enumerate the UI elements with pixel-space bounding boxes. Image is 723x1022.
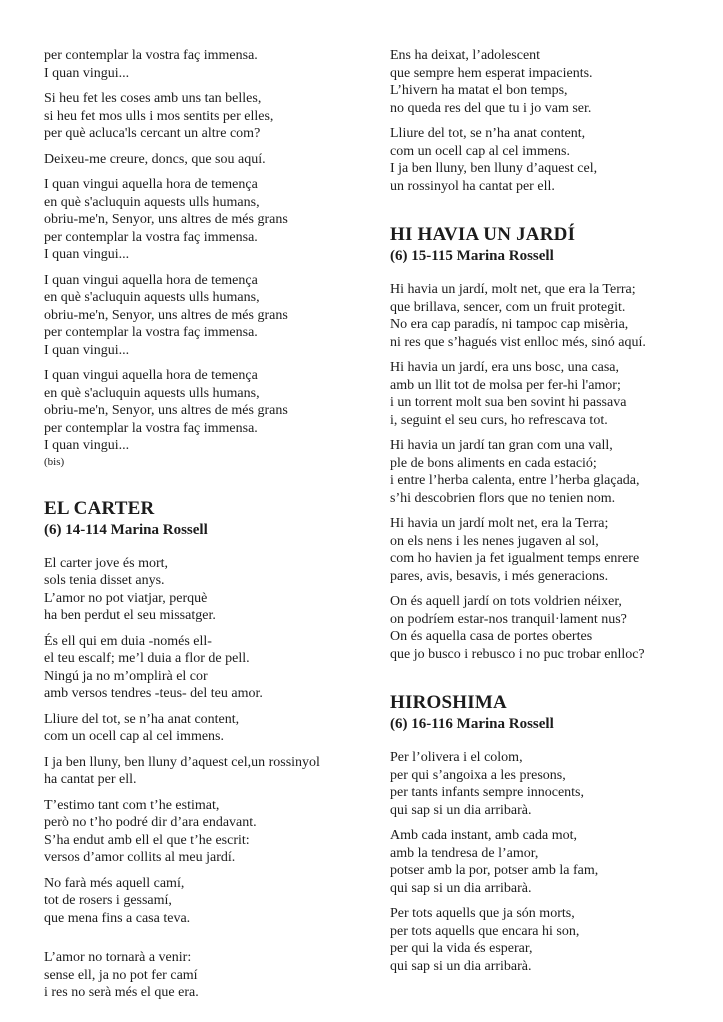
lyric-line: L’amor no tornarà a venir:	[44, 950, 192, 965]
lyric-line: per contemplar la vostra faç immensa.	[44, 325, 258, 340]
lyric-line: qui sap si un dia arribarà.	[390, 958, 532, 974]
lyric-line: És ell qui em duia -només ell-	[44, 633, 212, 649]
lyric-line: L’amor no pot viatjar, perquè	[44, 590, 208, 606]
stanza	[390, 593, 720, 663]
lyric-line: Hi havia un jardí, molt net, que era la Terra;	[390, 282, 636, 297]
lyric-line: Si heu fet les coses amb uns tan belles,	[44, 91, 262, 106]
lyric-line: com un ocell cap al cel immens.	[390, 143, 570, 159]
lyric-line: On és aquell jardí on tots voldrien néixer,	[390, 594, 622, 609]
lyric-line: que brillava, sencer, com un fruit protegit.	[390, 299, 626, 315]
lyric-line: qui sap si un dia arribarà.	[390, 802, 532, 818]
lyric-line: I ja ben lluny, ben lluny d’aquest cel,	[390, 161, 598, 176]
song-section	[390, 224, 720, 663]
lyric-line: per contemplar la vostra faç immensa.	[44, 229, 258, 245]
stanza	[390, 827, 720, 897]
left-column	[44, 47, 386, 1010]
lyric-line: Lliure del tot, se n’ha anat content,	[44, 711, 240, 727]
lyric-line: com ho havien ja fet igualment temps enrere	[390, 551, 640, 566]
stanza	[390, 359, 720, 429]
lyric-line: i res no serà més el que era.	[44, 985, 199, 1000]
lyric-line: i entre l’herba calenta, entre l’herba glaçada,	[390, 473, 640, 488]
lyric-line: I quan vingui aquella hora de temença	[44, 368, 258, 383]
song-title: HIROSHIMA	[390, 692, 507, 713]
lyric-line: pares, avis, besavis, i més generacions.	[390, 568, 609, 584]
lyric-line: potser amb la por, potser amb la fam,	[390, 863, 599, 878]
song-section	[44, 498, 386, 1002]
lyric-line: per contemplar la vostra faç immensa.	[44, 420, 258, 436]
lyrics-continuation	[390, 47, 720, 195]
lyric-line: T’estimo tant com t’he estimat,	[44, 797, 220, 813]
lyric-line: S’ha endut amb ell el que t’he escrit:	[44, 832, 250, 848]
stanza	[390, 749, 720, 819]
stanza	[44, 633, 386, 703]
song-title: EL CARTER	[44, 497, 155, 519]
lyric-line: Per tots aquells que ja són morts,	[390, 906, 575, 921]
lyric-line: tot de rosers i gessamí,	[44, 893, 172, 908]
lyric-line: Hi havia un jardí, era uns bosc, una casa,	[390, 360, 619, 375]
stanza	[44, 949, 386, 1002]
lyric-line: Amb cada instant, amb cada mot,	[390, 828, 577, 843]
song-section	[390, 692, 720, 975]
stanza	[390, 281, 720, 351]
lyric-line: I quan vingui...	[44, 438, 130, 453]
stanza	[44, 47, 386, 82]
lyric-line: com un ocell cap al cel immens.	[44, 729, 224, 744]
lyric-line: I ja ben lluny, ben lluny d’aquest cel,un rossinyol	[44, 754, 320, 770]
lyric-line: Hi havia un jardí tan gran com una vall,	[390, 438, 613, 453]
lyric-line: obriu-me'n, Senyor, uns altres de més grans	[44, 307, 288, 323]
lyric-line: sols tenia disset anys.	[44, 573, 165, 588]
lyric-line: no queda res del que tu i jo vam ser.	[390, 100, 592, 116]
lyric-line: ha cantat per ell.	[44, 772, 137, 787]
stanza	[390, 905, 720, 975]
lyric-line: i, seguint el seu curs, ho refrescava tot.	[390, 412, 608, 428]
stanza	[44, 176, 386, 264]
lyric-line: Ningú ja no m’omplirà el cor	[44, 668, 208, 684]
lyric-line: amb un llit tot de molsa per fer-hi l'amor;	[390, 377, 621, 393]
stanza	[44, 151, 386, 169]
lyric-line: per tots aquells que encara hi son,	[390, 923, 580, 939]
stanza	[44, 272, 386, 360]
lyric-line: per tants infants sempre innocents,	[390, 785, 585, 800]
lyric-line: Deixeu-me creure, doncs, que sou aquí.	[44, 151, 266, 167]
lyric-line: I quan vingui...	[44, 342, 130, 358]
lyric-line: I quan vingui...	[44, 247, 130, 262]
lyric-line: per qui s’angoixa a les presons,	[390, 767, 566, 783]
song-subtitle: (6) 16-116 Marina Rossell	[390, 716, 554, 732]
lyric-line: I quan vingui aquella hora de temença	[44, 177, 258, 192]
lyric-line: L’hivern ha matat el bon temps,	[390, 83, 568, 98]
lyric-line: en què s'acluquin aquests ulls humans,	[44, 385, 260, 401]
lyric-line: Per l’olivera i el colom,	[390, 750, 523, 765]
stanza	[44, 711, 386, 746]
lyric-line: versos d’amor collits al meu jardí.	[44, 850, 236, 865]
bis-note: (bis)	[44, 455, 65, 468]
lyric-line: I quan vingui aquella hora de temença	[44, 272, 258, 288]
song-subtitle: (6) 14-114 Marina Rossell	[44, 521, 208, 538]
lyrics-continuation	[44, 47, 386, 469]
lyric-line: que mena fins a casa teva.	[44, 910, 191, 926]
lyric-line: obriu-me'n, Senyor, uns altres de més grans	[44, 403, 288, 418]
lyric-line: on els nens i les nenes jugaven al sol,	[390, 533, 599, 549]
lyric-line: en què s'acluquin aquests ulls humans,	[44, 194, 260, 210]
lyric-line: en què s'acluquin aquests ulls humans,	[44, 290, 260, 305]
stanza	[390, 47, 720, 117]
lyric-line: No era cap paradís, ni tampoc cap misèria,	[390, 317, 629, 332]
lyric-line: per qui la vida és esperar,	[390, 941, 533, 956]
lyric-line: Hi havia un jardí molt net, era la Terra;	[390, 516, 609, 531]
lyric-line: sense ell, ja no pot fer camí	[44, 967, 198, 983]
song-subtitle: (6) 15-115 Marina Rossell	[390, 248, 554, 264]
lyric-line: ha ben perdut el seu missatger.	[44, 608, 216, 623]
lyric-line: el teu escalf; me’l duia a flor de pell.	[44, 651, 250, 666]
lyric-line: que jo busco i rebusco i no puc trobar enlloc?	[390, 646, 645, 662]
lyric-line: amb la tendresa de l’amor,	[390, 845, 539, 861]
lyric-line: i un torrent molt sua ben sovint hi passava	[390, 395, 627, 410]
lyric-line: si heu fet mos ulls i mos sentits per elles,	[44, 108, 274, 124]
lyric-line: un rossinyol ha cantat per ell.	[390, 178, 555, 194]
stanza	[390, 437, 720, 507]
stanza	[44, 367, 386, 469]
lyric-line: obriu-me'n, Senyor, uns altres de més grans	[44, 212, 288, 227]
lyric-line: ple de bons aliments en cada estació;	[390, 455, 597, 471]
stanza	[44, 754, 386, 789]
lyric-line: El carter jove és mort,	[44, 555, 169, 571]
stanza	[390, 125, 720, 195]
lyric-line: on podríem estar-nos tranquil·lament nus?	[390, 611, 627, 627]
lyric-line: per què acluca'ls cercant un altre com?	[44, 126, 261, 141]
lyric-line: No farà més aquell camí,	[44, 875, 185, 891]
lyric-line: ni res que s’hagués vist enlloc més, sinó aquí.	[390, 334, 646, 350]
stanza	[44, 797, 386, 867]
lyric-line: qui sap si un dia arribarà.	[390, 880, 532, 896]
lyric-line: Ens ha deixat, l’adolescent	[390, 48, 541, 63]
lyric-line: per contemplar la vostra faç immensa.	[44, 48, 258, 63]
lyric-line: On és aquella casa de portes obertes	[390, 629, 593, 644]
lyric-line: amb versos tendres -teus- del teu amor.	[44, 686, 263, 701]
lyric-line: Lliure del tot, se n’ha anat content,	[390, 126, 586, 141]
stanza	[44, 875, 386, 928]
stanza	[44, 90, 386, 143]
stanza	[390, 515, 720, 585]
lyric-line: s’hi descobrien flors que no tenien nom.	[390, 490, 616, 506]
song-title: HI HAVIA UN JARDÍ	[390, 224, 576, 245]
lyric-line: que sempre hem esperat impacients.	[390, 65, 593, 81]
lyric-line: però no t’ho podré dir d’ara endavant.	[44, 815, 257, 830]
lyric-line: I quan vingui...	[44, 65, 130, 81]
right-column	[390, 47, 720, 983]
stanza	[44, 555, 386, 625]
